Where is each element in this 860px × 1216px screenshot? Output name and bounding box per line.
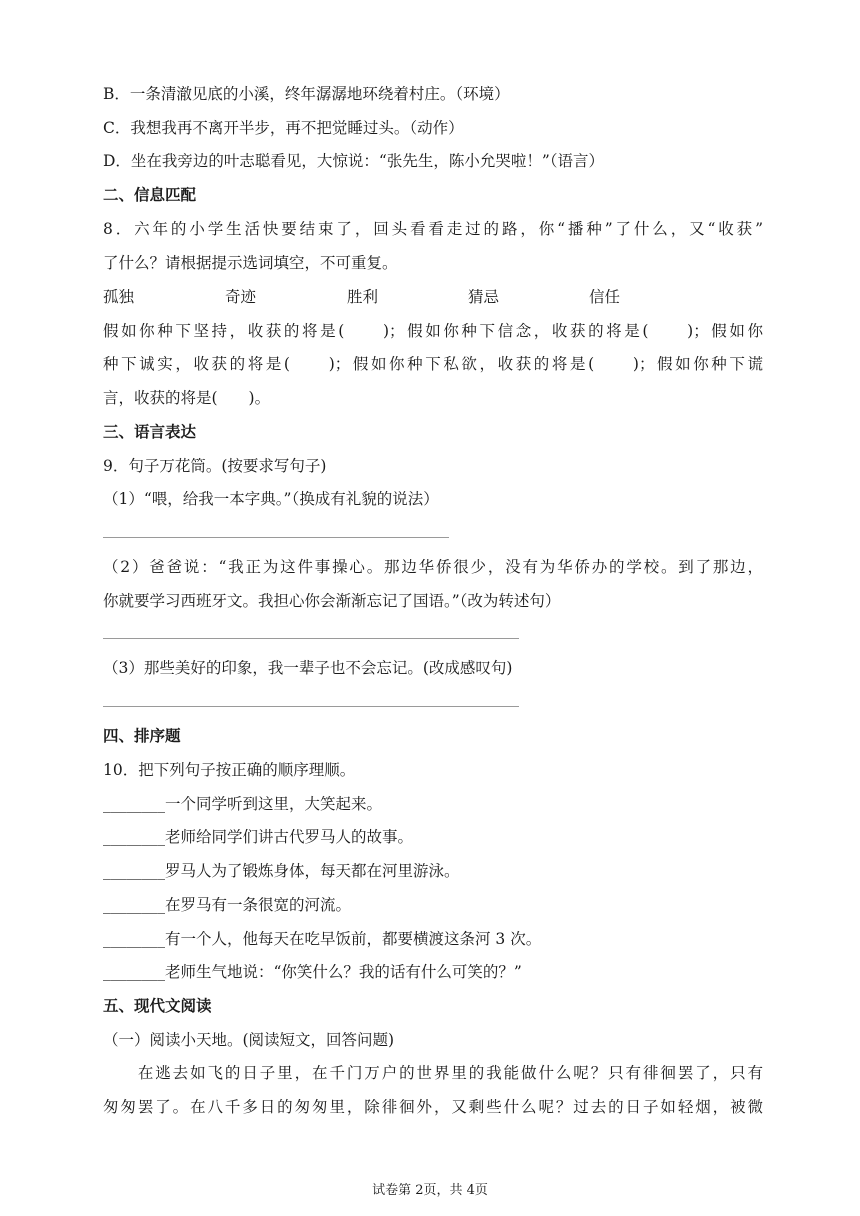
q9-part2-line1: （2）爸爸说：“我正为这件事操心。那边华侨很少，没有为华侨办的学校。到了那边， xyxy=(103,558,763,576)
page-footer: 试卷第 2页，共 4页 xyxy=(372,1183,488,1198)
q7-option-c: C．我想我再不离开半步，再不把觉睡过头。（动作） xyxy=(103,119,464,137)
q9-part1: （1）“喂，给我一本字典。”（换成有礼貌的说法） xyxy=(103,490,439,508)
section-heading-4: 四、排序题 xyxy=(103,726,181,745)
q9-part3: （3）那些美好的印象，我一辈子也不会忘记。(改成感叹句) xyxy=(103,659,513,677)
word-choice-4: 猜忌 xyxy=(468,288,500,306)
sort-item-4: ________在罗马有一条很宽的河流。 xyxy=(103,896,352,914)
q8-fill-line3: 言，收获的将是( )。 xyxy=(103,389,271,407)
reading-subtitle: （一）阅读小天地。(阅读短文，回答问题) xyxy=(103,1031,395,1049)
q8-fill-line2: 种下诚实，收获的将是( )；假如你种下私欲，收获的将是( )；假如你种下谎 xyxy=(103,355,763,373)
answer-line-3[interactable] xyxy=(103,706,519,707)
answer-line-2[interactable] xyxy=(103,638,519,639)
sort-item-5: ________有一个人，他每天在吃早饭前，都要横渡这条河 3 次。 xyxy=(103,930,542,948)
q7-option-b: B．一条清澈见底的小溪，终年潺潺地环绕着村庄。（环境） xyxy=(103,85,510,103)
sort-item-3: ________罗马人为了锻炼身体，每天都在河里游泳。 xyxy=(103,862,460,880)
sort-item-6: ________老师生气地说：“你笑什么？我的话有什么可笑的？” xyxy=(103,963,522,981)
word-choice-5: 信任 xyxy=(589,288,621,306)
q8-fill-line1: 假如你种下坚持，收获的将是( )；假如你种下信念，收获的将是( )；假如你 xyxy=(103,322,763,340)
q8-prompt-line1: 8．六年的小学生活快要结束了，回头看看走过的路，你“播种”了什么，又“收获” xyxy=(103,220,763,238)
sort-item-2: ________老师给同学们讲古代罗马人的故事。 xyxy=(103,828,414,846)
q8-prompt-line2: 了什么？请根据提示选词填空，不可重复。 xyxy=(103,254,398,272)
word-choice-3: 胜利 xyxy=(347,288,379,306)
q7-option-d: D．坐在我旁边的叶志聪看见，大惊说：“张先生，陈小允哭啦！”（语言） xyxy=(103,152,605,170)
section-heading-2: 二、信息匹配 xyxy=(103,185,197,204)
reading-paragraph-line1: 在逃去如飞的日子里，在千门万户的世界里的我能做什么呢？只有徘徊罢了，只有 xyxy=(103,1064,763,1082)
q9-title: 9．句子万花筒。(按要求写句子) xyxy=(103,457,327,475)
q10-title: 10．把下列句子按正确的顺序理顺。 xyxy=(103,761,356,779)
word-choice-1: 孤独 xyxy=(103,288,135,306)
q9-part2-line2: 你就要学习西班牙文。我担心你会渐渐忘记了国语。”（改为转述句） xyxy=(103,592,561,610)
word-choice-2: 奇迹 xyxy=(225,288,257,306)
sort-item-1: ________一个同学听到这里，大笑起来。 xyxy=(103,795,383,813)
reading-paragraph-line2: 匆匆罢了。在八千多日的匆匆里，除徘徊外，又剩些什么呢？过去的日子如轻烟，被微 xyxy=(103,1098,763,1116)
section-heading-5: 五、现代文阅读 xyxy=(103,996,212,1015)
answer-line-1[interactable] xyxy=(103,537,449,538)
section-heading-3: 三、语言表达 xyxy=(103,422,197,441)
